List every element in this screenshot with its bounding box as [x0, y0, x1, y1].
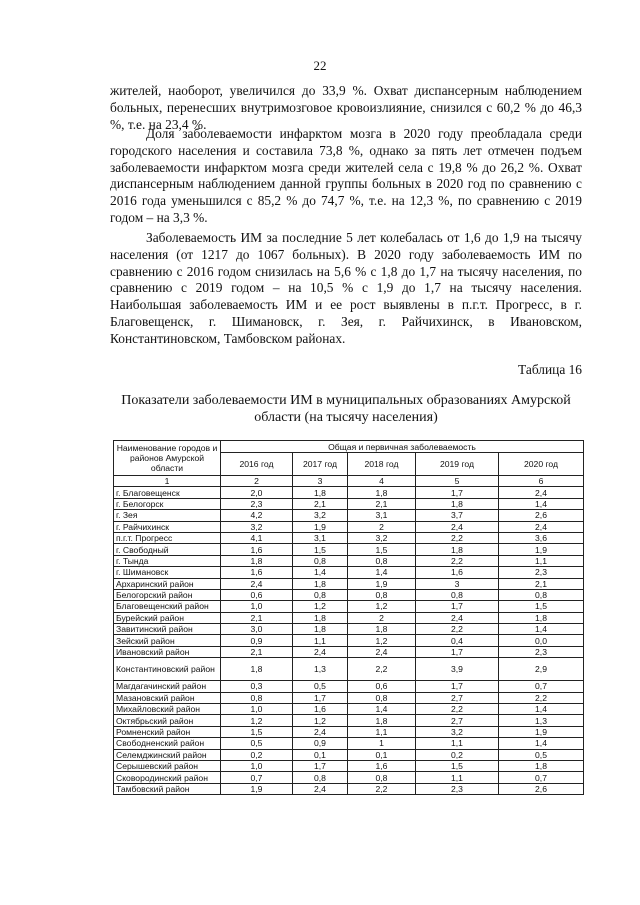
incidence-value: 1,6 [416, 567, 499, 578]
municipality-name: Магдагачинский район [114, 681, 221, 692]
incidence-value: 1,8 [416, 498, 499, 509]
municipality-name: г. Тында [114, 555, 221, 566]
municipality-name: г. Белогорск [114, 498, 221, 509]
table-title: Показатели заболеваемости ИМ в муниципальных образованиях Амурской области (на тысячу населения) [121, 393, 571, 425]
column-number: 2 [221, 476, 293, 487]
incidence-value: 1,7 [293, 692, 348, 703]
group-header: Общая и первичная заболеваемость [221, 441, 584, 453]
incidence-value: 1,3 [499, 715, 584, 726]
municipality-name: Серышевский район [114, 760, 221, 771]
incidence-value: 1,9 [293, 521, 348, 532]
incidence-value: 1,8 [293, 578, 348, 589]
incidence-value: 4,1 [221, 532, 293, 543]
table-label: Таблица 16 [518, 362, 582, 377]
table-row [114, 635, 584, 646]
incidence-value: 2,3 [499, 567, 584, 578]
incidence-value: 2,4 [499, 487, 584, 498]
incidence-value: 0,9 [221, 635, 293, 646]
incidence-value: 1,9 [499, 726, 584, 737]
incidence-value: 1,0 [221, 760, 293, 771]
incidence-value: 0,8 [293, 772, 348, 783]
incidence-value: 2 [348, 612, 416, 623]
incidence-value: 1,1 [348, 726, 416, 737]
table-row [114, 704, 584, 715]
table-row [114, 658, 584, 681]
incidence-value: 1,2 [348, 601, 416, 612]
table-row [114, 738, 584, 749]
incidence-value: 2,6 [499, 783, 584, 794]
incidence-value: 2,1 [221, 612, 293, 623]
municipality-name: Константиновский район [114, 658, 221, 681]
incidence-value: 1,7 [416, 601, 499, 612]
table-row [114, 578, 584, 589]
incidence-value: 2,7 [416, 692, 499, 703]
incidence-value: 1,9 [348, 578, 416, 589]
year-header: 2017 год [293, 453, 348, 476]
incidence-value: 1,4 [348, 567, 416, 578]
municipality-name: г. Шимановск [114, 567, 221, 578]
incidence-value: 0,4 [416, 635, 499, 646]
incidence-value: 1,8 [499, 612, 584, 623]
incidence-value: 1,7 [416, 487, 499, 498]
incidence-value: 0,7 [499, 772, 584, 783]
incidence-value: 1,2 [221, 715, 293, 726]
incidence-value: 1,2 [293, 601, 348, 612]
incidence-value: 1,4 [499, 624, 584, 635]
incidence-value: 2,2 [416, 704, 499, 715]
column-number: 3 [293, 476, 348, 487]
incidence-value: 2,4 [416, 612, 499, 623]
incidence-value: 2,2 [416, 532, 499, 543]
incidence-value: 1,8 [293, 612, 348, 623]
incidence-value: 2,4 [293, 783, 348, 794]
incidence-value: 2,1 [348, 498, 416, 509]
incidence-value: 2,1 [221, 646, 293, 657]
incidence-value: 0,5 [293, 681, 348, 692]
table-row [114, 726, 584, 737]
table-row [114, 567, 584, 578]
incidence-value: 0,1 [293, 749, 348, 760]
municipality-name: Зейский район [114, 635, 221, 646]
incidence-value: 2,7 [416, 715, 499, 726]
incidence-value: 0,5 [221, 738, 293, 749]
municipality-name: Селемджинский район [114, 749, 221, 760]
incidence-value: 3,2 [348, 532, 416, 543]
incidence-value: 1,0 [221, 601, 293, 612]
incidence-value: 0,7 [499, 681, 584, 692]
incidence-value: 1,8 [221, 555, 293, 566]
incidence-value: 0,6 [221, 589, 293, 600]
incidence-value: 1,1 [416, 738, 499, 749]
incidence-value: 2 [348, 521, 416, 532]
incidence-value: 4,2 [221, 510, 293, 521]
municipality-name: Ивановский район [114, 646, 221, 657]
column-number: 5 [416, 476, 499, 487]
table-row [114, 681, 584, 692]
municipality-name: г. Зея [114, 510, 221, 521]
incidence-value: 2,2 [499, 692, 584, 703]
incidence-value: 2,9 [499, 658, 584, 681]
table-row [114, 692, 584, 703]
incidence-value: 1,8 [348, 624, 416, 635]
incidence-value: 3 [416, 578, 499, 589]
paragraph-text: жителей, наоборот, увеличился до 33,9 %. Охват диспансерным наблюдением больных, перенесших внутримозговое кровоизлияние, снизился с 60,2 % до 46,3 %, т.е. на 23,4 %. [110, 83, 582, 132]
incidence-value: 1,9 [499, 544, 584, 555]
incidence-value: 1,8 [293, 487, 348, 498]
incidence-value: 1,5 [416, 760, 499, 771]
incidence-value: 1,1 [293, 635, 348, 646]
paragraph-text: Заболеваемость ИМ за последние 5 лет колебалась от 1,6 до 1,9 на тысячу населения (от 1217 до 1067 больных). В 2020 году заболеваемость ИМ по сравнению с 2016 годом снизилась на 5,6 % с 1,8 до 1,7 на тысячу населения, по сравнению с 2019 годом – на 10,5 % с 1,9 до 1,7 на тысячу населения. Наибольшая заболеваемость ИМ и ее рост выявлены в п.г.т. Прогресс, в г. Благовещенск, г. Шимановск, г. Зея, г. Райчихинск, в Ивановском, Константиновском, Тамбовском районах. [110, 230, 582, 346]
incidence-value: 2,3 [499, 646, 584, 657]
incidence-value: 3,2 [416, 726, 499, 737]
table-row [114, 624, 584, 635]
year-header: 2018 год [348, 453, 416, 476]
municipality-name: Ромненский район [114, 726, 221, 737]
incidence-value: 2,2 [416, 624, 499, 635]
table-row [114, 715, 584, 726]
table-row [114, 589, 584, 600]
incidence-value: 0,0 [499, 635, 584, 646]
column-number: 4 [348, 476, 416, 487]
incidence-value: 1,5 [348, 544, 416, 555]
table-row [114, 783, 584, 794]
table-row [114, 772, 584, 783]
table-row [114, 510, 584, 521]
incidence-value: 1,4 [499, 498, 584, 509]
municipality-name: Михайловский район [114, 704, 221, 715]
municipality-name: Мазановский район [114, 692, 221, 703]
incidence-value: 2,6 [499, 510, 584, 521]
table-row [114, 487, 584, 498]
incidence-value: 3,6 [499, 532, 584, 543]
table-row [114, 521, 584, 532]
incidence-value: 3,7 [416, 510, 499, 521]
page-number: 22 [313, 58, 327, 73]
incidence-value: 1,8 [348, 487, 416, 498]
incidence-value: 2,4 [416, 521, 499, 532]
incidence-value: 0,8 [348, 555, 416, 566]
table-row [114, 760, 584, 771]
incidence-value: 0,2 [416, 749, 499, 760]
municipality-name: Завитинский район [114, 624, 221, 635]
incidence-value: 3,2 [221, 521, 293, 532]
table-row [114, 498, 584, 509]
paragraph-text: Доля заболеваемости инфарктом мозга в 2020 году преобладала среди городского населения и составила 73,8 %, однако за пять лет отмечен подъем заболеваемости инфарктом мозга среди жителей села с 19,8 % до 26,2 %. Охват диспансерным наблюдением данной группы больных в 2020 год по сравнению с 2016 года уменьшился с 85,2 % до 74,7 %, т.е. на 12,3 %, по сравнению с 2019 годом – на 3,3 %. [110, 126, 582, 225]
incidence-value: 1,1 [416, 772, 499, 783]
incidence-value: 2,2 [348, 783, 416, 794]
incidence-value: 2,4 [499, 521, 584, 532]
incidence-value: 2,3 [416, 783, 499, 794]
municipality-name: г. Благовещенск [114, 487, 221, 498]
municipality-name: Благовещенский район [114, 601, 221, 612]
incidence-value: 1,6 [348, 760, 416, 771]
municipality-name: Бурейский район [114, 612, 221, 623]
incidence-value: 3,1 [293, 532, 348, 543]
incidence-value: 1,8 [221, 658, 293, 681]
table-row [114, 612, 584, 623]
year-header: 2019 год [416, 453, 499, 476]
year-header: 2020 год [499, 453, 584, 476]
municipality-name: Свободненский район [114, 738, 221, 749]
incidence-value: 3,2 [293, 510, 348, 521]
incidence-value: 2,2 [416, 555, 499, 566]
incidence-value: 1 [348, 738, 416, 749]
municipality-name: г. Райчихинск [114, 521, 221, 532]
incidence-value: 1,7 [416, 646, 499, 657]
incidence-value: 1,5 [221, 726, 293, 737]
name-column-header: Наименование городов и районов Амурской области [114, 441, 221, 476]
incidence-value: 0,2 [221, 749, 293, 760]
incidence-value: 1,8 [416, 544, 499, 555]
incidence-value: 1,6 [221, 567, 293, 578]
incidence-value: 1,5 [293, 544, 348, 555]
incidence-value: 1,4 [499, 704, 584, 715]
incidence-value: 1,4 [348, 704, 416, 715]
municipality-name: Архаринский район [114, 578, 221, 589]
incidence-value: 1,0 [221, 704, 293, 715]
incidence-value: 1,2 [293, 715, 348, 726]
incidence-value: 1,6 [293, 704, 348, 715]
column-number: 1 [114, 476, 221, 487]
incidence-value: 2,4 [348, 646, 416, 657]
incidence-value: 2,1 [499, 578, 584, 589]
incidence-value: 0,8 [499, 589, 584, 600]
incidence-value: 0,5 [499, 749, 584, 760]
incidence-value: 0,8 [293, 555, 348, 566]
table-row [114, 544, 584, 555]
incidence-value: 0,1 [348, 749, 416, 760]
incidence-value: 0,9 [293, 738, 348, 749]
incidence-value: 1,7 [293, 760, 348, 771]
incidence-value: 2,2 [348, 658, 416, 681]
incidence-value: 1,9 [221, 783, 293, 794]
paragraph-2 [110, 126, 582, 227]
incidence-value: 3,0 [221, 624, 293, 635]
incidence-value: 1,8 [348, 715, 416, 726]
table-row [114, 601, 584, 612]
incidence-value: 3,1 [348, 510, 416, 521]
incidence-value: 0,8 [293, 589, 348, 600]
municipality-name: Сковородинский район [114, 772, 221, 783]
table-row [114, 532, 584, 543]
table-row [114, 555, 584, 566]
table-row [114, 646, 584, 657]
incidence-value: 2,4 [293, 646, 348, 657]
incidence-value: 2,3 [221, 498, 293, 509]
incidence-value: 0,8 [221, 692, 293, 703]
incidence-value: 1,6 [221, 544, 293, 555]
table-row [114, 749, 584, 760]
incidence-value: 0,8 [348, 772, 416, 783]
incidence-value: 1,7 [416, 681, 499, 692]
incidence-value: 1,3 [293, 658, 348, 681]
incidence-value: 0,7 [221, 772, 293, 783]
incidence-value: 2,1 [293, 498, 348, 509]
column-number: 6 [499, 476, 584, 487]
incidence-value: 0,8 [348, 692, 416, 703]
paragraph-3 [110, 230, 582, 348]
incidence-value: 2,0 [221, 487, 293, 498]
incidence-value: 0,8 [416, 589, 499, 600]
incidence-value: 1,5 [499, 601, 584, 612]
incidence-value: 2,4 [221, 578, 293, 589]
incidence-value: 1,4 [293, 567, 348, 578]
incidence-value: 0,3 [221, 681, 293, 692]
incidence-table [113, 440, 584, 795]
incidence-value: 2,4 [293, 726, 348, 737]
incidence-value: 3,9 [416, 658, 499, 681]
incidence-value: 1,1 [499, 555, 584, 566]
municipality-name: Тамбовский район [114, 783, 221, 794]
municipality-name: Белогорский район [114, 589, 221, 600]
incidence-value: 0,6 [348, 681, 416, 692]
incidence-value: 1,4 [499, 738, 584, 749]
incidence-value: 0,8 [348, 589, 416, 600]
incidence-value: 1,8 [293, 624, 348, 635]
incidence-value: 1,2 [348, 635, 416, 646]
municipality-name: п.г.т. Прогресс [114, 532, 221, 543]
municipality-name: г. Свободный [114, 544, 221, 555]
year-header: 2016 год [221, 453, 293, 476]
municipality-name: Октябрьский район [114, 715, 221, 726]
incidence-value: 1,8 [499, 760, 584, 771]
